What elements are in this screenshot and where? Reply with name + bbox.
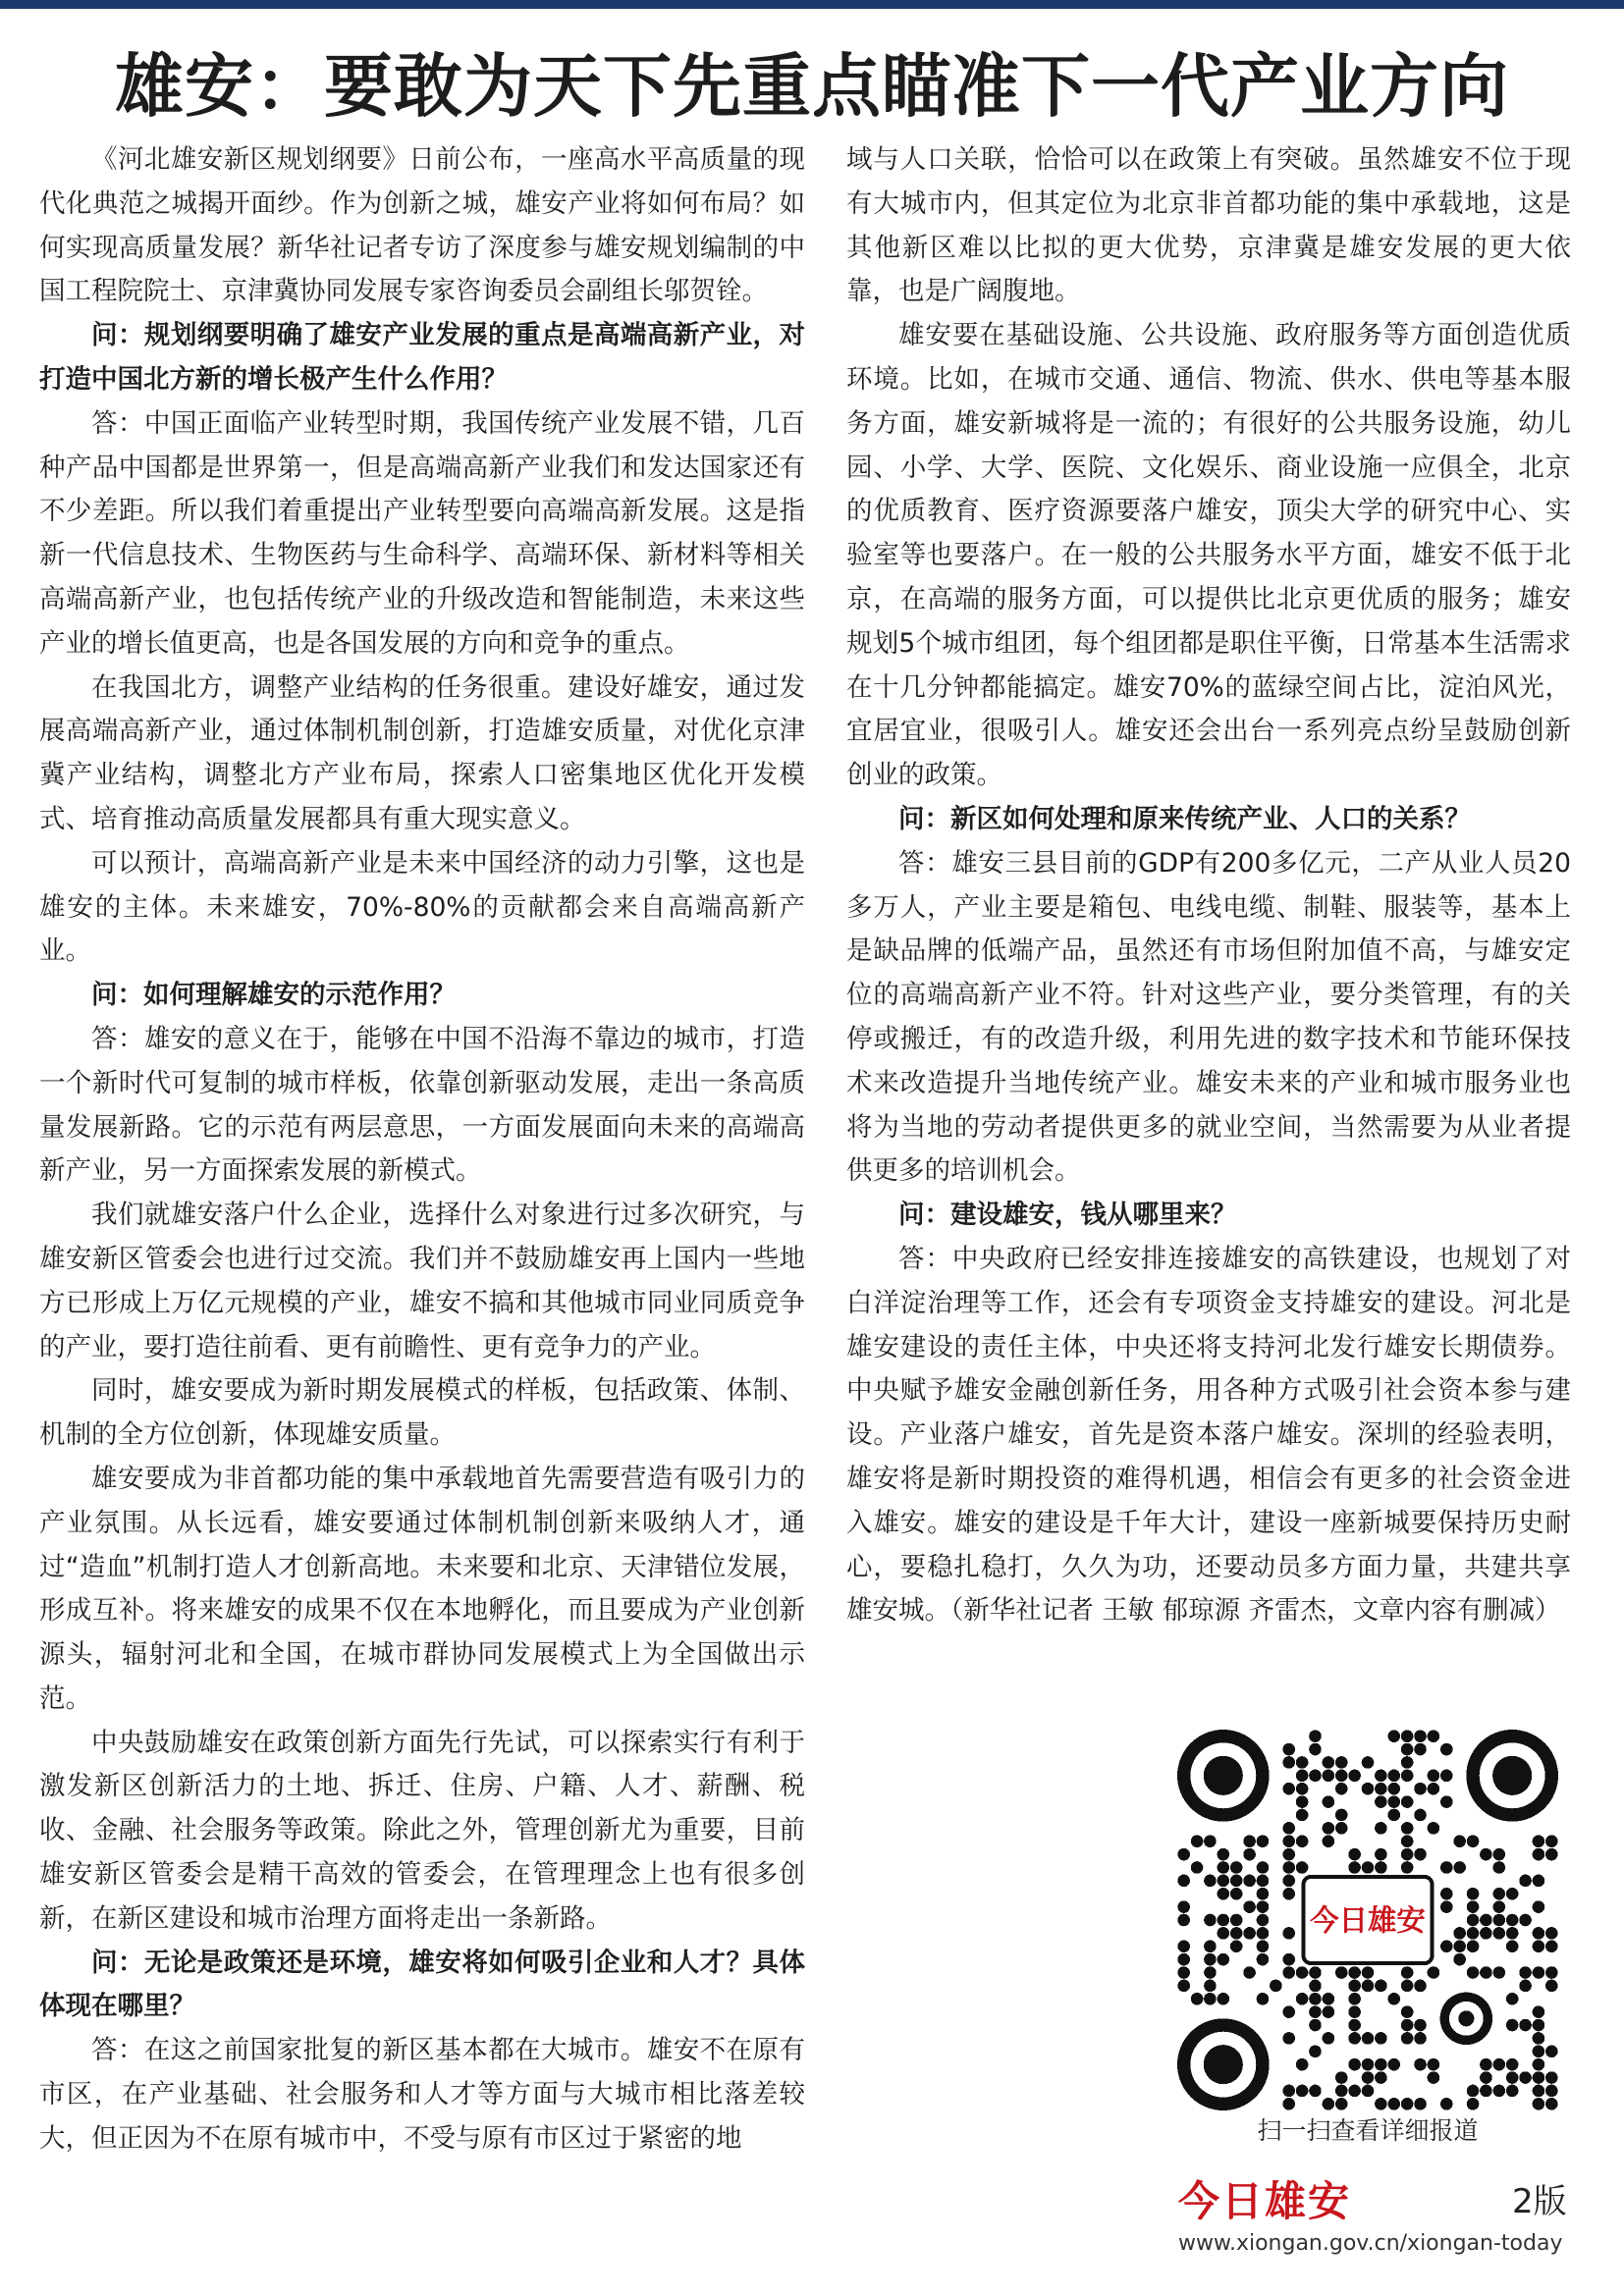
qr-module (1414, 1783, 1427, 1795)
qr-module (1177, 1980, 1190, 1993)
qr-module (1309, 2005, 1322, 2018)
qr-module (1309, 2019, 1322, 2032)
qr-module (1348, 1966, 1361, 1979)
qr-code[interactable] (1177, 1730, 1558, 2110)
qr-module (1387, 1795, 1400, 1808)
qr-module (1401, 1822, 1414, 1835)
qr-module (1323, 1822, 1335, 1835)
interview-question: 问：规划纲要明确了雄安产业发展的重点是高端高新产业，对打造中国北方新的增长极产生什么作用？ (39, 320, 805, 395)
qr-module (1309, 1743, 1322, 1756)
qr-module (1375, 2032, 1387, 2045)
qr-module (1493, 2085, 1506, 2098)
qr-module (1282, 1835, 1295, 1847)
qr-module (1453, 1927, 1466, 1940)
qr-module (1282, 2032, 1295, 2045)
qr-module (1519, 2019, 1532, 2032)
page-number: 2版 (1512, 2182, 1567, 2221)
qr-module (1506, 2058, 1519, 2071)
qr-module (1493, 1848, 1506, 1861)
qr-module (1375, 1795, 1387, 1808)
qr-module (1467, 1914, 1480, 1927)
qr-module (1348, 1848, 1361, 1861)
qr-module (1533, 2019, 1545, 2032)
qr-module (1375, 1980, 1387, 1993)
interview-question: 问：无论是政策还是环境，雄安将如何吸引企业和人才？具体体现在哪里？ (39, 1947, 805, 2022)
qr-module (1387, 1809, 1400, 1822)
article-paragraph: 域与人口关联，恰恰可以在政策上有突破。虽然雄安不位于现有大城市内，但其定位为北京非首都功能的集中承载地，这是其他新区难以比拟的更大优势，京津冀是雄安发展的更大依靠，也是广阔腹地。 (846, 144, 1571, 307)
qr-module (1282, 2098, 1295, 2110)
qr-module (1533, 1848, 1545, 1861)
qr-module (1218, 1848, 1230, 1861)
qr-module (1335, 2085, 1348, 2098)
qr-module (1230, 1888, 1243, 1900)
qr-module (1519, 2071, 1532, 2084)
qr-module (1348, 2032, 1361, 2045)
qr-module (1545, 2098, 1558, 2110)
qr-module (1545, 2085, 1558, 2098)
qr-module (1177, 1940, 1190, 1952)
qr-module (1177, 1900, 1190, 1913)
qr-module (1440, 1795, 1453, 1808)
qr-module (1440, 1888, 1453, 1900)
qr-module (1401, 1980, 1414, 1993)
qr-module (1296, 1835, 1309, 1847)
qr-module (1533, 1875, 1545, 1888)
qr-module (1387, 2098, 1400, 2110)
qr-module (1218, 1861, 1230, 1874)
qr-module (1467, 1966, 1480, 1979)
qr-module (1362, 2085, 1375, 2098)
qr-module (1467, 1888, 1480, 1900)
interview-question: 问：建设雄安，钱从哪里来？ (898, 1200, 1237, 1231)
qr-module (1309, 1966, 1322, 1979)
qr-module (1191, 1835, 1204, 1847)
qr-module (1545, 1848, 1558, 1861)
article-title: 雄安：要敢为天下先重点瞄准下一代产业方向 (115, 45, 1509, 127)
qr-module (1467, 1927, 1480, 1940)
qr-module (1387, 1770, 1400, 1783)
qr-module (1533, 2058, 1545, 2071)
qr-module (1309, 2046, 1322, 2058)
article-paragraph: 我们就雄安落户什么企业，选择什么对象进行过多次研究，与雄安新区管委会也进行过交流。我们并不鼓励雄安再上国内一些地方已形成上万亿元规模的产业，雄安不搞和其他城市同业同质竞争的产业，要打造往前看、更有前瞻性、更有竞争力的产业。 (39, 1200, 805, 1362)
qr-module (1467, 1835, 1480, 1847)
qr-module (1296, 2085, 1309, 2098)
qr-module (1348, 2005, 1361, 2018)
qr-module (1230, 1940, 1243, 1952)
qr-module (1323, 2098, 1335, 2110)
article-paragraph: 答：雄安三县目前的GDP有200多亿元，二产从业人员20多万人，产业主要是箱包、电线电缆、制鞋、服装等，基本上是缺品牌的低端产品，虽然还有市场但附加值不高，与雄安定位的高端高新产业不符。针对这些产业，要分类管理，有的关停或搬迁，有的改造升级，利用先进的数字技术和节能环保技术来改造提升当地传统产业。雄安未来的产业和城市服务业也将为当地的劳动者提供更多的就业空间，当然需要为从业者提供更多的培训机会。 (846, 847, 1571, 1187)
interview-question: 问：如何理解雄安的示范作用？ (91, 980, 456, 1011)
footer-logo: 今日雄安 (1178, 2177, 1352, 2225)
qr-module (1414, 2058, 1427, 2071)
article-paragraph: 雄安要成为非首都功能的集中承载地首先需要营造有吸引力的产业氛围。从长远看，雄安要通过体制机制创新来吸纳人才，通过“造血”机制打造人才创新高地。未来要和北京、天津错位发展，形成互补。将来雄安的成果不仅在本地孵化，而且要成为产业创新源头，辐射河北和全国，在城市群协同发展模式上为全国做出示范。 (39, 1463, 805, 1714)
qr-module (1323, 2032, 1335, 2045)
qr-module (1453, 1940, 1466, 1952)
qr-module (1519, 1914, 1532, 1927)
qr-module (1243, 1927, 1256, 1940)
qr-module (1362, 2071, 1375, 2084)
qr-module (1401, 2032, 1414, 2045)
qr-finder-top-left (1177, 1730, 1270, 1822)
top-color-bar (0, 0, 1624, 9)
qr-module (1362, 1861, 1375, 1874)
qr-module (1533, 1966, 1545, 1979)
qr-module (1453, 1835, 1466, 1847)
qr-module (1257, 1914, 1270, 1927)
qr-module (1387, 1783, 1400, 1795)
qr-module (1282, 1743, 1295, 1756)
qr-module (1401, 1730, 1414, 1742)
qr-module (1506, 1914, 1519, 1927)
qr-module (1296, 1795, 1309, 1808)
qr-module (1282, 2005, 1295, 2018)
qr-module (1401, 1848, 1414, 1861)
qr-module (1493, 2058, 1506, 2071)
qr-module (1533, 1927, 1545, 1940)
qr-module (1533, 2005, 1545, 2018)
qr-module (1323, 2005, 1335, 2018)
qr-module (1177, 1848, 1190, 1861)
qr-module (1375, 1770, 1387, 1783)
qr-module (1453, 1861, 1466, 1874)
qr-module (1243, 1900, 1256, 1913)
qr-module (1282, 1875, 1295, 1888)
qr-module (1401, 2098, 1414, 2110)
qr-module (1401, 2019, 1414, 2032)
qr-module (1323, 1835, 1335, 1847)
qr-module (1362, 1980, 1375, 1993)
qr-module (1545, 2071, 1558, 2084)
qr-module (1493, 1888, 1506, 1900)
qr-module (1545, 2046, 1558, 2058)
qr-module (1282, 2085, 1295, 2098)
qr-module (1230, 1875, 1243, 1888)
qr-module (1282, 1927, 1295, 1940)
qr-module (1348, 2058, 1361, 2071)
qr-module (1519, 1875, 1532, 1888)
qr-module (1533, 2071, 1545, 2084)
qr-module (1218, 1953, 1230, 1966)
qr-module (1191, 1993, 1204, 2005)
qr-module (1414, 1743, 1427, 1756)
qr-module (1493, 1966, 1506, 1979)
qr-module (1480, 1966, 1492, 1979)
article-paragraph: 可以预计，高端高新产业是未来中国经济的动力引擎，这也是雄安的主体。未来雄安，70%-80%的贡献都会来自高端高新产业。 (39, 847, 805, 967)
article-paragraph: 《河北雄安新区规划纲要》日前公布，一座高水平高质量的现代化典范之城揭开面纱。作为创新之城，雄安产业将如何布局？如何实现高质量发展？新华社记者专访了深度参与雄安规划编制的中国工程院院士、京津冀协同发展专家咨询委员会副组长邬贺铨。 (39, 144, 805, 307)
qr-module (1218, 1993, 1230, 2005)
qr-module (1243, 1835, 1256, 1847)
qr-module (1533, 2046, 1545, 2058)
qr-finder-bottom-left (1177, 2018, 1270, 2110)
qr-module (1545, 1966, 1558, 1979)
qr-module (1230, 1927, 1243, 1940)
qr-module (1348, 1980, 1361, 1993)
qr-module (1257, 1927, 1270, 1940)
qr-module (1335, 1756, 1348, 1769)
qr-finder-top-right (1466, 1730, 1558, 1822)
qr-module (1401, 2005, 1414, 2018)
qr-module (1440, 2098, 1453, 2110)
qr-module (1533, 1835, 1545, 1847)
qr-module (1375, 2058, 1387, 2071)
qr-module (1480, 2058, 1492, 2071)
qr-module (1309, 1730, 1322, 1742)
qr-module (1375, 2098, 1387, 2110)
qr-module (1296, 2058, 1309, 2071)
qr-module (1428, 1966, 1440, 1979)
qr-module (1545, 1927, 1558, 1940)
qr-module (1362, 1756, 1375, 1769)
qr-module (1296, 1966, 1309, 1979)
qr-module (1257, 1900, 1270, 1913)
qr-module (1440, 1770, 1453, 1783)
qr-module (1401, 1756, 1414, 1769)
qr-module (1177, 1966, 1190, 1979)
qr-module (1533, 2085, 1545, 2098)
qr-module (1387, 1730, 1400, 1742)
qr-module (1375, 2071, 1387, 2084)
qr-module (1428, 1783, 1440, 1795)
qr-module (1204, 1966, 1217, 1979)
qr-module (1414, 1730, 1427, 1742)
qr-logo-text: 今日雄安 (1310, 1902, 1426, 1938)
qr-caption: 扫一扫查看详细报道 (1257, 2116, 1479, 2145)
article-paragraph: 答：在这之前国家批复的新区基本都在大城市。雄安不在原有市区，在产业基础、社会服务和人才等方面与大城市相比落差较大，但正因为不在原有城市中，不受与原有市区过于紧密的地 (39, 2035, 805, 2154)
qr-module (1348, 1770, 1361, 1783)
qr-module (1519, 1980, 1532, 1993)
qr-module (1428, 1770, 1440, 1783)
qr-module (1218, 1927, 1230, 1940)
qr-module (1309, 1980, 1322, 1993)
qr-module (1480, 1914, 1492, 1927)
qr-module (1348, 2085, 1361, 2098)
qr-module (1375, 1861, 1387, 1874)
qr-module (1506, 1888, 1519, 1900)
qr-module (1204, 1953, 1217, 1966)
article-paragraph: 雄安要在基础设施、公共设施、政府服务等方面创造优质环境。比如，在城市交通、通信、物流、供水、供电等基本服务方面，雄安新城将是一流的；有很好的公共服务设施，幼儿园、小学、大学、医院、文化娱乐、商业设施一应俱全，北京的优质教育、医疗资源要落户雄安，顶尖大学的研究中心、实验室等也要落户。在一般的公共服务水平方面，雄安不低于北京，在高端的服务方面，可以提供比北京更优质的服务；雄安规划5个城市组团，每个组团都是职住平衡，日常基本生活需求在十几分钟都能搞定。雄安70%的蓝绿空间占比，淀泊风光，宜居宜业，很吸引人。雄安还会出台一系列亮点纷呈鼓励创新创业的政策。 (846, 320, 1571, 791)
qr-module (1204, 1835, 1217, 1847)
qr-module (1296, 1809, 1309, 1822)
qr-module (1282, 1822, 1295, 1835)
qr-module (1414, 2019, 1427, 2032)
qr-module (1467, 1940, 1480, 1952)
qr-module (1282, 1848, 1295, 1861)
qr-module (1282, 1861, 1295, 1874)
qr-module (1335, 1770, 1348, 1783)
qr-module (1506, 2019, 1519, 2032)
qr-module (1545, 1940, 1558, 1952)
qr-module (1335, 1809, 1348, 1822)
qr-module (1296, 1770, 1309, 1783)
qr-module (1177, 1914, 1190, 1927)
qr-module (1335, 1783, 1348, 1795)
qr-module (1309, 2085, 1322, 2098)
qr-module (1218, 1888, 1230, 1900)
qr-module (1257, 1953, 1270, 1966)
qr-module (1414, 1848, 1427, 1861)
qr-module (1480, 1848, 1492, 1861)
qr-module (1480, 2071, 1492, 2084)
qr-center-logo (1303, 1877, 1432, 1963)
qr-module (1519, 1966, 1532, 1979)
qr-module (1545, 1835, 1558, 1847)
qr-module (1506, 1993, 1519, 2005)
qr-module (1323, 1756, 1335, 1769)
qr-module (1323, 1770, 1335, 1783)
qr-module (1177, 1875, 1190, 1888)
qr-module (1362, 1783, 1375, 1795)
qr-module (1204, 1940, 1217, 1952)
qr-module (1467, 2098, 1480, 2110)
qr-module (1270, 1980, 1282, 1993)
qr-module (1296, 1756, 1309, 1769)
left-column (39, 138, 805, 2162)
qr-module (1506, 2071, 1519, 2084)
qr-module (1493, 1861, 1506, 1874)
qr-module (1296, 1861, 1309, 1874)
qr-module (1401, 1966, 1414, 1979)
qr-module (1440, 1900, 1453, 1913)
qr-module (1362, 1966, 1375, 1979)
qr-module (1257, 1875, 1270, 1888)
qr-module (1533, 1940, 1545, 1952)
qr-module (1506, 1940, 1519, 1952)
qr-module (1375, 1848, 1387, 1861)
qr-module (1243, 1966, 1256, 1979)
article-paragraph: 答：雄安的意义在于，能够在中国不沿海不靠边的城市，打造一个新时代可复制的城市样板，依靠创新驱动发展，走出一条高质量发展新路。它的示范有两层意思，一方面发展面向未来的高端高新产业，另一方面探索发展的新模式。 (39, 1023, 805, 1187)
qr-module (1335, 2098, 1348, 2110)
qr-module (1230, 1914, 1243, 1927)
qr-module (1348, 1993, 1361, 2005)
qr-module (1401, 1795, 1414, 1808)
qr-module (1309, 1993, 1322, 2005)
qr-module (1257, 1835, 1270, 1847)
qr-module (1296, 1783, 1309, 1795)
qr-module (1533, 2098, 1545, 2110)
interview-question: 问：新区如何处理和原来传统产业、人口的关系？ (898, 803, 1471, 834)
qr-module (1506, 1927, 1519, 1940)
qr-module (1362, 2032, 1375, 2045)
qr-module (1401, 1770, 1414, 1783)
qr-module (1428, 1822, 1440, 1835)
qr-module (1440, 1861, 1453, 1874)
qr-module (1414, 1809, 1427, 1822)
qr-module (1401, 1861, 1414, 1874)
qr-module (1282, 1966, 1295, 1979)
qr-module (1282, 1953, 1295, 1966)
qr-module (1335, 1822, 1348, 1835)
right-column (846, 138, 1571, 1633)
qr-module (1323, 1795, 1335, 1808)
qr-module (1282, 1756, 1295, 1769)
qr-module (1204, 1993, 1217, 2005)
qr-module (1480, 1927, 1492, 1940)
qr-module (1545, 1980, 1558, 1993)
article-paragraph: 中央鼓励雄安在政策创新方面先行先试，可以探索实行有利于激发新区创新活力的土地、拆迁、住房、户籍、人才、薪酬、税收、金融、社会服务等政策。除此之外，管理创新尤为重要，目前雄安新区管委会是精干高效的管委会，在管理理念上也有很多创新，在新区建设和城市治理方面将走出一条新路。 (39, 1727, 805, 1934)
qr-module (1467, 1900, 1480, 1913)
qr-module (1177, 1953, 1190, 1966)
qr-module (1387, 1993, 1400, 2005)
article-paragraph: 答：中央政府已经安排连接雄安的高铁建设，也规划了对白洋淀治理等工作，还会有专项资金支持雄安的建设。河北是雄安建设的责任主体，中央还将支持河北发行雄安长期债券。中央赋予雄安金融创新任务，用各种方式吸引社会资本参与建设。产业落户雄安，首先是资本落户雄安。深圳的经验表明，雄安将是新时期投资的难得机遇，相信会有更多的社会资金进入雄安。雄安的建设是千年大计，建设一座新城要保持历史耐心，要稳扎稳打，久久为功，还要动员多方面力量，共建共享雄安城。（新华社记者 王敏 郁琼源 齐雷杰，文章内容有删减） (846, 1243, 1571, 1627)
qr-alignment-mark (1440, 1993, 1493, 2046)
qr-module (1493, 1900, 1506, 1913)
qr-module (1375, 1822, 1387, 1835)
qr-module (1493, 1927, 1506, 1940)
qr-module (1323, 1993, 1335, 2005)
qr-module (1335, 2071, 1348, 2084)
qr-module (1257, 1940, 1270, 1952)
qr-module (1467, 2085, 1480, 2098)
qr-module (1204, 1980, 1217, 1993)
article-paragraph: 同时，雄安要成为新时期发展模式的样板，包括政策、体制、机制的全方位创新，体现雄安质量。 (39, 1375, 805, 1451)
qr-module (1204, 1875, 1217, 1888)
qr-module (1375, 1783, 1387, 1795)
qr-module (1533, 1900, 1545, 1913)
qr-module (1191, 1861, 1204, 1874)
qr-module (1243, 1848, 1256, 1861)
qr-module (1296, 1993, 1309, 2005)
qr-module (1282, 1888, 1295, 1900)
qr-module (1533, 2032, 1545, 2045)
qr-module (1348, 2019, 1361, 2032)
qr-module (1414, 2098, 1427, 2110)
qr-module (1218, 1875, 1230, 1888)
qr-module (1282, 1783, 1295, 1795)
qr-module (1414, 1980, 1427, 1993)
qr-module (1230, 1861, 1243, 1874)
qr-module (1348, 1861, 1361, 1874)
qr-module (1362, 2058, 1375, 2071)
qr-module (1506, 2085, 1519, 2098)
qr-module (1428, 2058, 1440, 2071)
qr-module (1493, 1914, 1506, 1927)
qr-module (1204, 1914, 1217, 1927)
qr-module (1309, 1770, 1322, 1783)
footer-url[interactable]: www.xiongan.gov.cn/xiongan-today (1178, 2231, 1563, 2256)
qr-module (1243, 1875, 1256, 1888)
qr-module (1257, 1993, 1270, 2005)
qr-module (1440, 1743, 1453, 1756)
qr-module (1428, 1730, 1440, 1742)
qr-module (1401, 1743, 1414, 1756)
qr-module (1480, 2085, 1492, 2098)
article-paragraph: 答：中国正面临产业转型时期，我国传统产业发展不错，几百种产品中国都是世界第一，但是高端高新产业我们和发达国家还有不少差距。所以我们着重提出产业转型要向高端高新发展。这是指新一代信息技术、生物医药与生命科学、高端环保、新材料等相关高端高新产业，也包括传统产业的升级改造和智能制造，未来这些产业的增长值更高，也是各国发展的方向和竞争的重点。 (39, 407, 805, 659)
qr-module (1387, 2058, 1400, 2071)
article-paragraph: 在我国北方，调整产业结构的任务很重。建设好雄安，通过发展高端高新产业，通过体制机制创新，打造雄安质量，对优化京津冀产业结构，调整北方产业布局，探索人口密集地区优化开发模式、培育推动高质量发展都具有重大现实意义。 (39, 671, 805, 834)
qr-module (1335, 1966, 1348, 1979)
qr-module (1257, 1861, 1270, 1874)
qr-module (1453, 1953, 1466, 1966)
qr-module (1401, 1835, 1414, 1847)
qr-module (1414, 2032, 1427, 2045)
qr-module (1257, 1888, 1270, 1900)
qr-module (1218, 1914, 1230, 1927)
qr-module (1428, 2071, 1440, 2084)
qr-module (1440, 1940, 1453, 1952)
